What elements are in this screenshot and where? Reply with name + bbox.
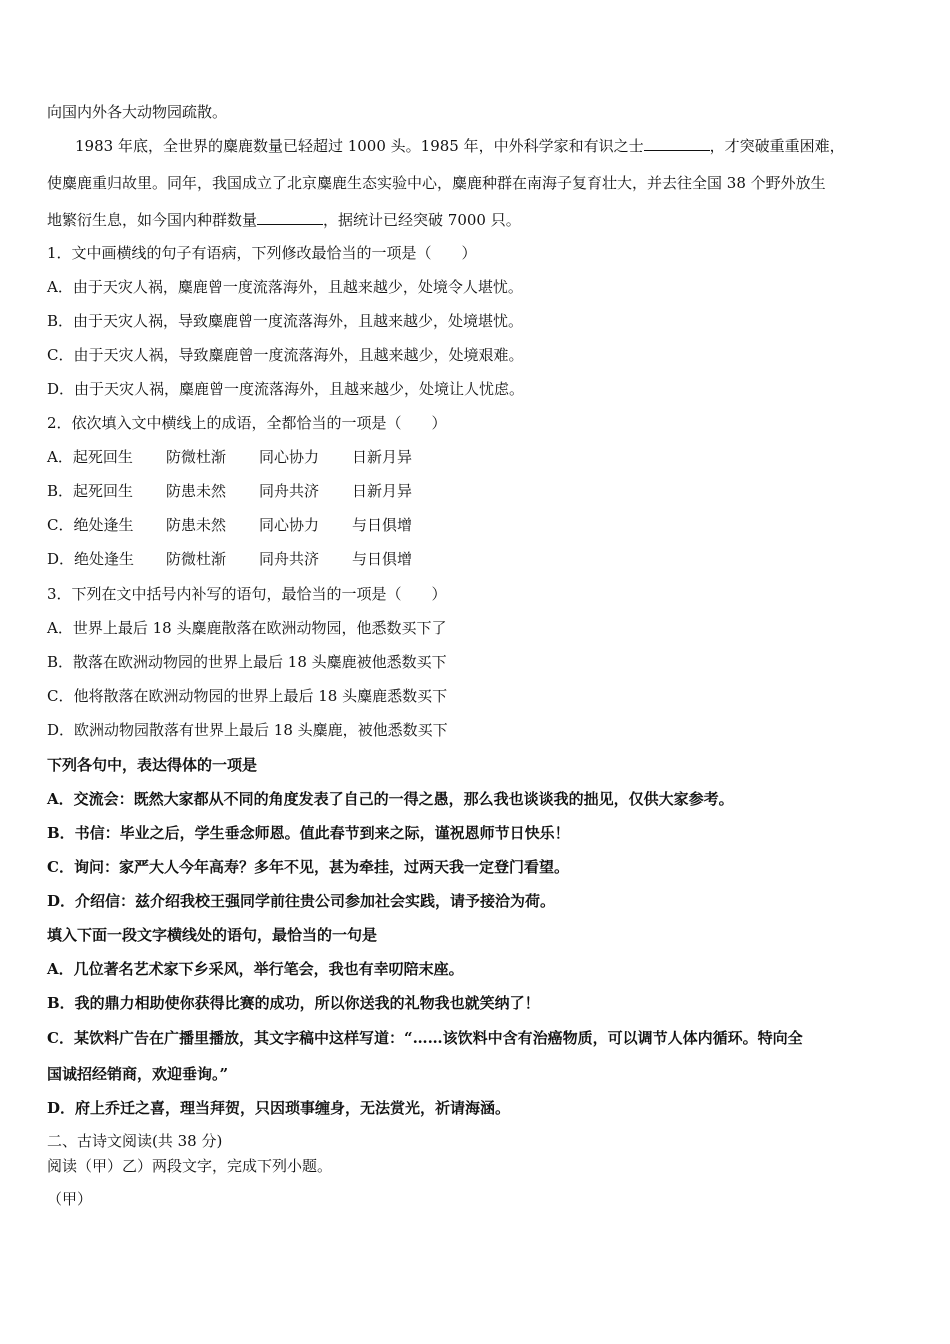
option-term: 同舟共济 — [259, 482, 320, 500]
answer-option: C．某饮料广告在广播里播放，其文字稿中这样写道：“……该饮料中含有治癌物质，可以调节人体内循环。特向全 — [47, 1029, 803, 1047]
passage-line — [75, 136, 845, 156]
option-term: A．起死回生 — [47, 448, 133, 466]
passage-line — [47, 210, 521, 230]
answer-option — [47, 447, 445, 467]
answer-option: B．散落在欧洲动物园的世界上最后 18 头麋鹿被他悉数买下 — [47, 653, 447, 671]
option-term: 防微杜渐 — [166, 550, 227, 568]
answer-option: A．由于天灾人祸，麋鹿曾一度流落海外，且越来越少，处境令人堪忧。 — [47, 278, 523, 296]
question-stem: 2．依次填入文中横线上的成语，全都恰当的一项是（ ） — [47, 414, 447, 432]
answer-option — [47, 515, 445, 535]
question-stem: 填入下面一段文字横线处的语句，最恰当的一句是 — [47, 926, 378, 944]
answer-option: D．介绍信：兹介绍我校王强同学前往贵公司参加社会实践，请予接洽为荷。 — [47, 892, 556, 910]
answer-option — [47, 549, 445, 569]
passage-text: 地繁衍生息，如今国内种群数量 — [47, 211, 258, 229]
passage-text: 1983 年底，全世界的麋鹿数量已轻超过 1000 头。1985 年，中外科学家和有识之士 — [75, 137, 644, 155]
option-term: 防微杜渐 — [166, 448, 227, 466]
answer-option: A．几位著名艺术家下乡采风，举行笔会，我也有幸叨陪末座。 — [47, 960, 464, 978]
option-term: 日新月异 — [352, 448, 413, 466]
option-term: 防患未然 — [166, 482, 227, 500]
answer-option: C．询问：家严大人今年高寿？多年不见，甚为牵挂，过两天我一定登门看望。 — [47, 858, 569, 876]
fill-blank — [644, 136, 710, 151]
option-term: 防患未然 — [166, 516, 227, 534]
option-term: 同心协力 — [259, 516, 320, 534]
passage-label: （甲） — [47, 1190, 93, 1208]
option-term: C．绝处逢生 — [47, 516, 134, 534]
answer-option: A．交流会：既然大家都从不同的角度发表了自己的一得之愚，那么我也谈谈我的拙见，仅供大家参考。 — [47, 790, 734, 808]
answer-option: C．他将散落在欧洲动物园的世界上最后 18 头麋鹿悉数买下 — [47, 687, 448, 705]
answer-option: B．我的鼎力相助使你获得比赛的成功，所以你送我的礼物我也就笑纳了！ — [47, 994, 540, 1012]
answer-option: D．府上乔迁之喜，理当拜贺，只因琐事缠身，无法赏光，祈请海涵。 — [47, 1099, 511, 1117]
answer-option: D．欧洲动物园散落有世界上最后 18 头麋鹿，被他悉数买下 — [47, 721, 448, 739]
question-stem: 3．下列在文中括号内补写的语句，最恰当的一项是（ ） — [47, 585, 447, 603]
passage-line: 使麋鹿重归故里。同年，我国成立了北京麋鹿生态实验中心，麋鹿种群在南海子复育壮大，并去往全国 38 个野外放生 — [47, 174, 826, 192]
passage-text: ，才突破重重困难， — [709, 137, 845, 155]
section-heading: 二、古诗文阅读(共 38 分) — [47, 1132, 223, 1150]
option-term: D．绝处逢生 — [47, 550, 135, 568]
answer-option: B．书信：毕业之后，学生垂念师恩。值此春节到来之际，谨祝恩师节日快乐！ — [47, 824, 570, 842]
option-term: 与日俱增 — [352, 516, 413, 534]
question-stem: 下列各句中，表达得体的一项是 — [47, 756, 258, 774]
answer-option: D．由于天灾人祸，麋鹿曾一度流落海外，且越来越少，处境让人忧虑。 — [47, 380, 525, 398]
option-term: B．起死回生 — [47, 482, 134, 500]
fill-blank — [257, 210, 323, 225]
option-term: 同舟共济 — [259, 550, 320, 568]
option-term: 日新月异 — [352, 482, 413, 500]
question-stem: 1．文中画横线的句子有语病，下列修改最恰当的一项是（ ） — [47, 244, 477, 262]
answer-option: C．由于天灾人祸，导致麋鹿曾一度流落海外，且越来越少，处境艰难。 — [47, 346, 524, 364]
option-term: 同心协力 — [259, 448, 320, 466]
passage-line: 向国内外各大动物园疏散。 — [47, 103, 228, 121]
section-instruction: 阅读（甲）乙）两段文字，完成下列小题。 — [47, 1157, 333, 1175]
answer-option: A．世界上最后 18 头麋鹿散落在欧洲动物园，他悉数买下了 — [47, 619, 447, 637]
answer-option: B．由于天灾人祸，导致麋鹿曾一度流落海外，且越来越少，处境堪忧。 — [47, 312, 524, 330]
option-term: 与日俱增 — [352, 550, 413, 568]
answer-option — [47, 481, 445, 501]
answer-option-continuation: 国诚招经销商，欢迎垂询。” — [47, 1065, 229, 1083]
passage-text: ，据统计已经突破 7000 只。 — [323, 211, 521, 229]
